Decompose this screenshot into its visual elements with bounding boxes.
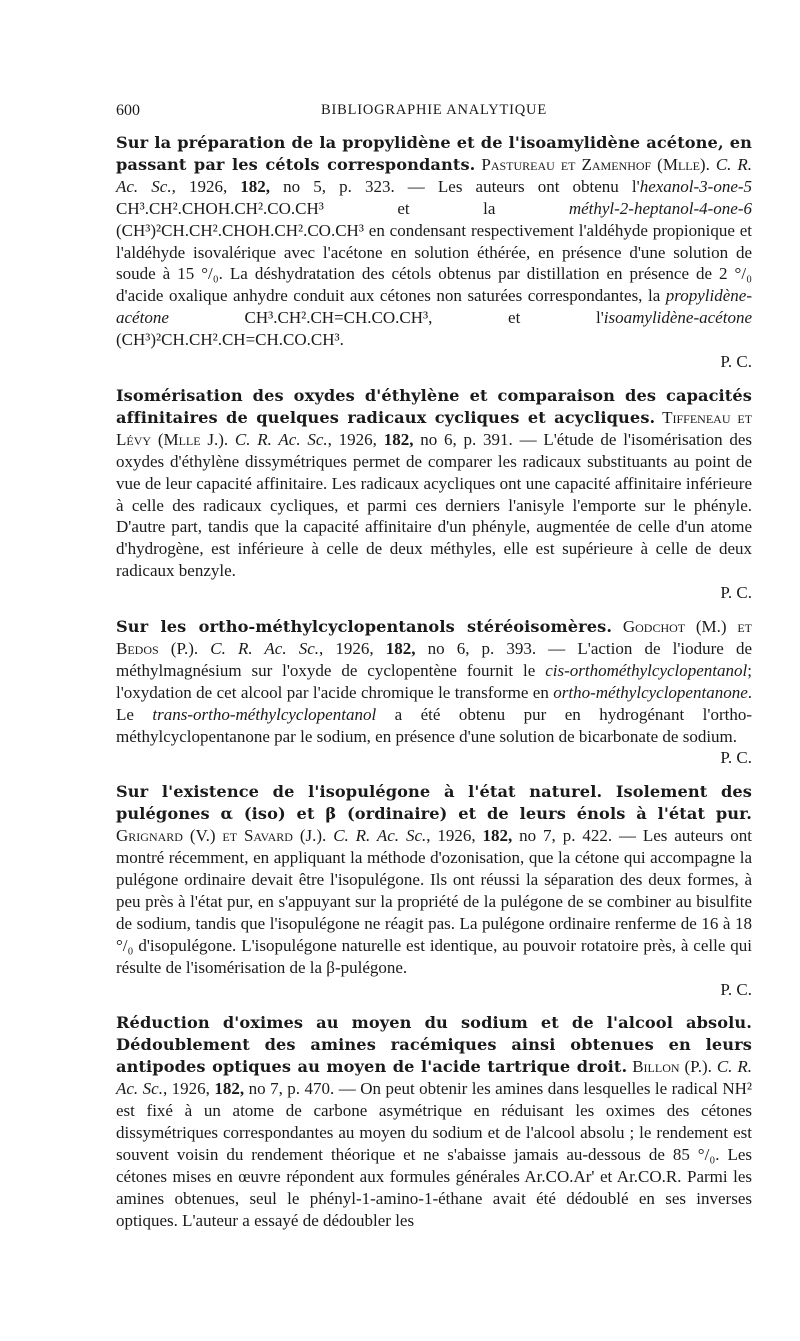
- journal-volume: 182,: [482, 826, 513, 846]
- journal-year: 1926,: [335, 638, 374, 658]
- entry-author: (V.) et Savard (J.).: [189, 826, 327, 846]
- abstract-entry-2: Isomérisation des oxydes d'éthylène et comparaison des capacités affinitaires de quelques radicaux cycliques et acycliques. Tiffeneau et Lévy (Mlle J.). C. R. Ac. Sc., 1926, 182, no 6, p. 391. — L'étude de l'isomérisation des oxydes d'éthylène dissymétriques permet de comparer les radicaux substituants au point de vue de leur capacité affinitaire. Les radicaux acycliques ont une capacité affinitaire inférieure à celle des radicaux cycliques, et parmi ces derniers l'anisyle l'emporte sur le phényle. D'autre part, tandis que la capacité affinitaire d'un phényle, augmentée de celle d'un atome d'hydrogène, est inférieure à celle de deux méthyles, elle est supérieure à celle de deux radicaux benzyle. P. C.: [116, 385, 753, 603]
- entry-author: Godchot: [622, 617, 686, 637]
- entry-author: et Zamenhof (Mlle).: [560, 154, 710, 174]
- entry-author: (P.).: [684, 1057, 712, 1077]
- entry-body: — Les auteurs ont obtenu l': [394, 176, 640, 196]
- journal-year: 1926,: [338, 429, 377, 449]
- entry-body: — L'action de l'iodure de méthylmagnésium sur l'oxyde de cyclopentène fournit le: [116, 638, 752, 680]
- journal-year: 1926,: [437, 826, 476, 846]
- entry-title: Réduction d'oximes au moyen du sodium et de l'alcool absolu. Dédoublement des amines racémiques ainsi obtenues en leurs antipodes optiques au moyen de l'acide tartrique droit.: [116, 1013, 752, 1077]
- journal-name: C. R. Ac. Sc.: [116, 1057, 753, 1099]
- journal-issue: no 7, p. 422.: [519, 826, 613, 846]
- entry-signature: P. C.: [720, 352, 752, 372]
- entry-signature: P. C.: [720, 748, 752, 768]
- entry-body: (CH³)²CH.CH².CHOH.CH².CO.CH³ en condensant respectivement l'aldéhyde propionique et l'aldéhyde isovalérique avec l'acétone en solution éthérée, en présence d'une solution de soude à 15 °/₀. La déshydratation des cétols obtenus par distillation en présence de 2 °/₀ d'acide oxalique anhydre conduit aux cétones non saturées correspondantes, la: [116, 220, 752, 306]
- running-title: BIBLIOGRAPHIE ANALYTIQUE: [321, 102, 547, 118]
- journal-year: 1926,: [188, 176, 228, 196]
- compound-name: isoamylidène-acétone: [603, 308, 752, 328]
- abstract-entry-5: Réduction d'oximes au moyen du sodium et de l'alcool absolu. Dédoublement des amines racémiques ainsi obtenues en leurs antipodes optiques au moyen de l'acide tartrique droit. Billon (P.). C. R. Ac. Sc., 1926, 182, no 7, p. 470. — On peut obtenir les amines dans lesquelles le radical NH² est fixé à un atome de carbone asymétrique en réduisant les oximes des cétones dissymétriques correspondantes au moyen du sodium et de l'alcool absolu ; le rendement est souvent voisin du rendement théorique et ne s'abaisse jamais au-dessous de 85 °/₀. Les cétones mises en œuvre répondent aux formules générales Ar.CO.Ar' et Ar.CO.R. Parmi les amines obtenues, seul le phényl-1-amino-1-éthane avait été dédoublé en ses inverses optiques. L'auteur a essayé de dédoubler les: [116, 1013, 753, 1230]
- journal-volume: 182,: [383, 429, 414, 449]
- entry-title: Sur l'existence de l'isopulégone à l'état naturel. Isolement des pulégones α (iso) et β (ordinaire) et de leurs énols à l'état pur.: [116, 782, 752, 824]
- journal-issue: no 6, p. 391.: [420, 429, 513, 449]
- entry-author: Pastureau: [481, 154, 555, 174]
- abstract-entry-4: Sur l'existence de l'isopulégone à l'état naturel. Isolement des pulégones α (iso) et β (ordinaire) et de leurs énols à l'état pur. Grignard (V.) et Savard (J.). C. R. Ac. Sc., 1926, 182, no 7, p. 422. — Les auteurs ont montré récemment, en appliquant la méthode d'ozonisation, que la cétone qui accompagne la pulégone ordinaire devait être l'isopulégone. Ils ont réussi la séparation des deux formes, à peu près à l'état pur, en s'appuyant sur la propriété de la pulégone de se combiner au bisulfite de sodium, tandis que l'isopulégone ne réagit pas. La pulégone ordinaire renferme de 16 à 18 °/₀ d'isopulégone. L'isopulégone naturelle est identique, au pouvoir rotatoire près, à celle qui résulte de l'isomérisation de la β-pulégone. P. C.: [116, 782, 753, 999]
- abstract-entry-1: Sur la préparation de la propylidène et de l'isoamylidène acétone, en passant par les cétols correspondants. Pastureau et Zamenhof (Mlle). C. R. Ac. Sc., 1926, 182, no 5, p. 323. — Les auteurs ont obtenu l'hexanol-3-one-5 CH³.CH².CHOH.CH².CO.CH³ et la méthyl-2-heptanol-4-one-6 (CH³)²CH.CH².CHOH.CH².CO.CH³ en condensant respectivement l'aldéhyde propionique et l'aldéhyde isovalérique avec l'acétone en solution éthérée, en présence d'une solution de soude à 15 °/₀. La déshydratation des cétols obtenus par distillation en présence de 2 °/₀ d'acide oxalique anhydre conduit aux cétones non saturées correspondantes, la propylidène-acétone CH³.CH².CH=CH.CO.CH³, et l'isoamylidène-acétone (CH³)²CH.CH².CH=CH.CO.CH³. P. C.: [116, 133, 753, 372]
- entry-body: CH³.CH².CH=CH.CO.CH³, et l': [168, 308, 604, 328]
- entry-body: (CH³)²CH.CH².CH=CH.CO.CH³.: [116, 330, 344, 350]
- journal-volume: 182,: [214, 1079, 245, 1099]
- journal-issue: no 5, p. 323.: [283, 176, 395, 196]
- entry-body: ; l'oxydation de cet alcool par l'acide chromique le transforme en: [116, 660, 752, 702]
- entry-body: — On peut obtenir les amines dans lesquelles le radical NH² est fixé à un atome de carbone asymétrique en réduisant les oximes des cétones dissymétriques correspondantes au moyen du sodium et de l'alcool absolu ; le rendement est souvent voisin du rendement théorique et ne s'abaisse jamais au-dessous de 85 °/₀. Les cétones mises en œuvre répondent aux formules générales Ar.CO.Ar' et Ar.CO.R. Parmi les amines obtenues, seul le phényl-1-amino-1-éthane avait été dédoublé en ses inverses optiques. L'auteur a essayé de dédoubler les: [116, 1079, 752, 1230]
- compound-name: hexanol-3-one-5: [639, 176, 753, 196]
- compound-name: propylidène-acétone: [116, 286, 752, 328]
- entry-body: CH³.CH².CHOH.CH².CO.CH³ et la: [116, 198, 569, 218]
- entry-author: Tiffeneau: [662, 407, 731, 427]
- entry-signature: P. C.: [720, 979, 752, 999]
- journal-issue: no 6, p. 393.: [427, 638, 537, 658]
- entry-author: Billon: [632, 1057, 680, 1077]
- compound-name: ortho-méthylcyclopentanone: [553, 682, 748, 702]
- journal-issue: no 7, p. 470.: [248, 1079, 335, 1099]
- journal-name: C. R. Ac. Sc.: [333, 826, 427, 846]
- journal-name: C. R. Ac. Sc.: [116, 154, 753, 196]
- journal-volume: 182,: [385, 638, 416, 658]
- entry-body: . Le: [116, 682, 752, 724]
- compound-name: trans-ortho-méthylcyclopentanol: [152, 704, 377, 724]
- entry-body: a été obtenu pur en hydrogénant l'ortho-méthylcyclopentanone par le sodium, en présence d'une solution de bicarbonate de sodium.: [116, 704, 752, 746]
- journal-year: 1926,: [171, 1079, 210, 1099]
- entry-title: Sur la préparation de la propylidène et de l'isoamylidène acétone, en passant par les cétols correspondants.: [116, 133, 752, 174]
- entry-author: et Lévy (Mlle J.).: [116, 407, 753, 449]
- abstract-entry-3: Sur les ortho-méthylcyclopentanols stéréoisomères. Godchot (M.) et Bedos (P.). C. R. Ac. Sc., 1926, 182, no 6, p. 393. — L'action de l'iodure de méthylmagnésium sur l'oxyde de cyclopentène fournit le cis-orthométhylcyclopentanol; l'oxydation de cet alcool par l'acide chromique le transforme en ortho-méthylcyclopentanone. Le trans-ortho-méthylcyclopentanol a été obtenu pur en hydrogénant l'ortho-méthylcyclopentanone par le sodium, en présence d'une solution de bicarbonate de sodium. P. C.: [116, 617, 752, 768]
- journal-name: C. R. Ac. Sc.: [234, 429, 328, 449]
- running-header: [116, 100, 752, 124]
- entry-title: Isomérisation des oxydes d'éthylène et comparaison des capacités affinitaires de quelques radicaux cycliques et acycliques.: [116, 385, 752, 427]
- compound-name: méthyl-2-heptanol-4-one-6: [568, 198, 752, 218]
- entry-author: (M.) et Bedos (P.).: [116, 617, 752, 658]
- entry-author: Grignard: [116, 826, 183, 846]
- entry-body: — L'étude de l'isomérisation des oxydes d'éthylène dissymétriques permet de comparer les radicaux substituants au point de vue de leur capacité affinitaire. Les radicaux acycliques ont une capacité affinitaire inférieure à celle des radicaux cycliques, et parmi ces derniers l'anisyle l'emporte sur le phényle. D'autre part, tandis que la capacité affinitaire d'un phényle, augmentée de celle d'un atome d'hydrogène, est inférieure à celle de deux méthyles, elle est supérieure à celle de deux radicaux benzyle.: [116, 429, 753, 581]
- journal-volume: 182,: [240, 176, 271, 196]
- page: [116, 100, 752, 1244]
- journal-name: C. R. Ac. Sc.: [210, 638, 320, 658]
- page-number: 600: [116, 102, 140, 119]
- entry-body: — Les auteurs ont montré récemment, en appliquant la méthode d'ozonisation, que la cétone qui accompagne la pulégone ordinaire devait être l'isopulégone. Ils ont réussi la séparation des deux formes, à peu près à l'état pur, en s'appuyant sur la propriété de la pulégone de se combiner au bisulfite de sodium, tandis que l'isopulégone ne réagit pas. La pulégone ordinaire renferme de 16 à 18 °/₀ d'isopulégone. L'isopulégone naturelle est identique, au pouvoir rotatoire près, à celle qui résulte de l'isomérisation de la β-pulégone.: [116, 826, 753, 977]
- compound-name: cis-orthométhylcyclopentanol: [545, 660, 748, 680]
- entry-signature: P. C.: [720, 583, 752, 603]
- entry-title: Sur les ortho-méthylcyclopentanols stéréoisomères.: [116, 617, 613, 637]
